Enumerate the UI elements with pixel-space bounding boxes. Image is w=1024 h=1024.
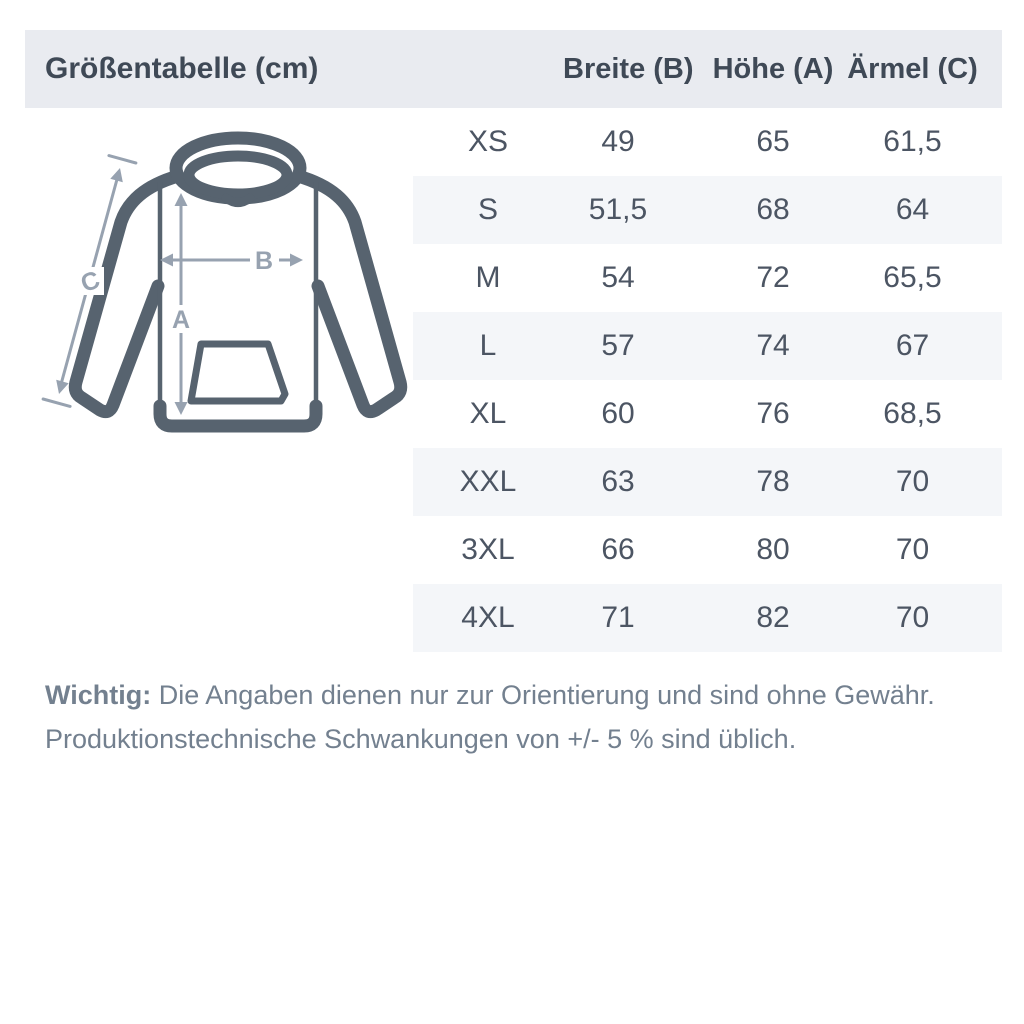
size-label: S <box>477 193 498 226</box>
measure-c-tick-bottom <box>43 399 70 406</box>
hoehe-value: 78 <box>756 465 790 498</box>
breite-value: 63 <box>601 465 635 498</box>
measure-a-arrowhead-bottom <box>175 402 188 415</box>
hoehe-value: 65 <box>756 125 790 158</box>
breite-value: 66 <box>601 533 635 566</box>
breite-value: 51,5 <box>588 193 648 226</box>
table-row <box>413 516 1002 584</box>
page-title: Größentabelle (cm) <box>45 52 319 85</box>
disclaimer-line-1 <box>45 673 990 717</box>
hoehe-value: 68 <box>756 193 790 226</box>
aermel-value: 70 <box>895 533 930 566</box>
breite-value: 71 <box>601 601 635 634</box>
size-label: XS <box>467 125 509 158</box>
size-label: 4XL <box>461 601 515 634</box>
aermel-value: 68,5 <box>883 397 942 430</box>
table-row <box>413 312 1002 380</box>
breite-value: 49 <box>601 125 635 158</box>
measure-c-tick-top <box>109 156 136 163</box>
table-row <box>413 108 1002 176</box>
measure-c-arrowhead-top <box>110 168 123 182</box>
aermel-value: 70 <box>895 465 930 498</box>
column-header-breite: Breite (B) <box>563 52 694 85</box>
breite-value: 60 <box>601 397 635 430</box>
hoodie-measurement-diagram <box>40 118 420 448</box>
hoodie-right-sleeve <box>298 176 401 412</box>
table-row <box>413 380 1002 448</box>
size-label: M <box>475 261 501 294</box>
kangaroo-pocket <box>191 344 285 401</box>
table-row <box>413 176 1002 244</box>
aermel-value: 67 <box>895 329 930 362</box>
measure-a-label: A <box>171 306 191 334</box>
measure-c-label: C <box>77 265 104 299</box>
measure-b-arrowhead-right <box>290 254 303 267</box>
table-row <box>413 244 1002 312</box>
breite-value: 57 <box>601 329 635 362</box>
column-header-aermel: Ärmel (C) <box>847 52 978 85</box>
breite-value: 54 <box>601 261 635 294</box>
disclaimer-note <box>45 673 990 761</box>
measure-a-arrowhead-top <box>175 193 188 206</box>
disclaimer-line-2: Produktionstechnische Schwankungen von +/- 5 % sind üblich. <box>45 724 797 754</box>
size-label: L <box>479 329 497 362</box>
table-row <box>413 448 1002 516</box>
table-header-bar <box>25 30 1002 108</box>
disclaimer-important-label: Wichtig: <box>45 680 152 710</box>
size-label: 3XL <box>461 533 515 566</box>
aermel-value: 70 <box>895 601 930 634</box>
column-headers <box>413 30 1002 108</box>
hood-chin-notch <box>226 198 250 203</box>
aermel-value: 65,5 <box>883 261 942 294</box>
hoehe-value: 72 <box>756 261 790 294</box>
hoehe-value: 82 <box>756 601 790 634</box>
aermel-value: 61,5 <box>883 125 942 158</box>
aermel-value: 64 <box>895 193 930 226</box>
size-label: XXL <box>459 465 517 498</box>
hoehe-value: 74 <box>756 329 790 362</box>
column-header-hoehe: Höhe (A) <box>712 52 834 85</box>
hood-inner-ring <box>189 156 287 194</box>
hoehe-value: 76 <box>756 397 790 430</box>
size-label: XL <box>469 397 507 430</box>
measure-b-label: B <box>254 247 274 275</box>
size-table <box>413 108 1002 652</box>
hoehe-value: 80 <box>756 533 790 566</box>
table-row <box>413 584 1002 652</box>
measure-c-arrowhead-bottom <box>56 380 68 394</box>
disclaimer-text-1: Die Angaben dienen nur zur Orientierung und sind ohne Gewähr. <box>158 680 935 710</box>
